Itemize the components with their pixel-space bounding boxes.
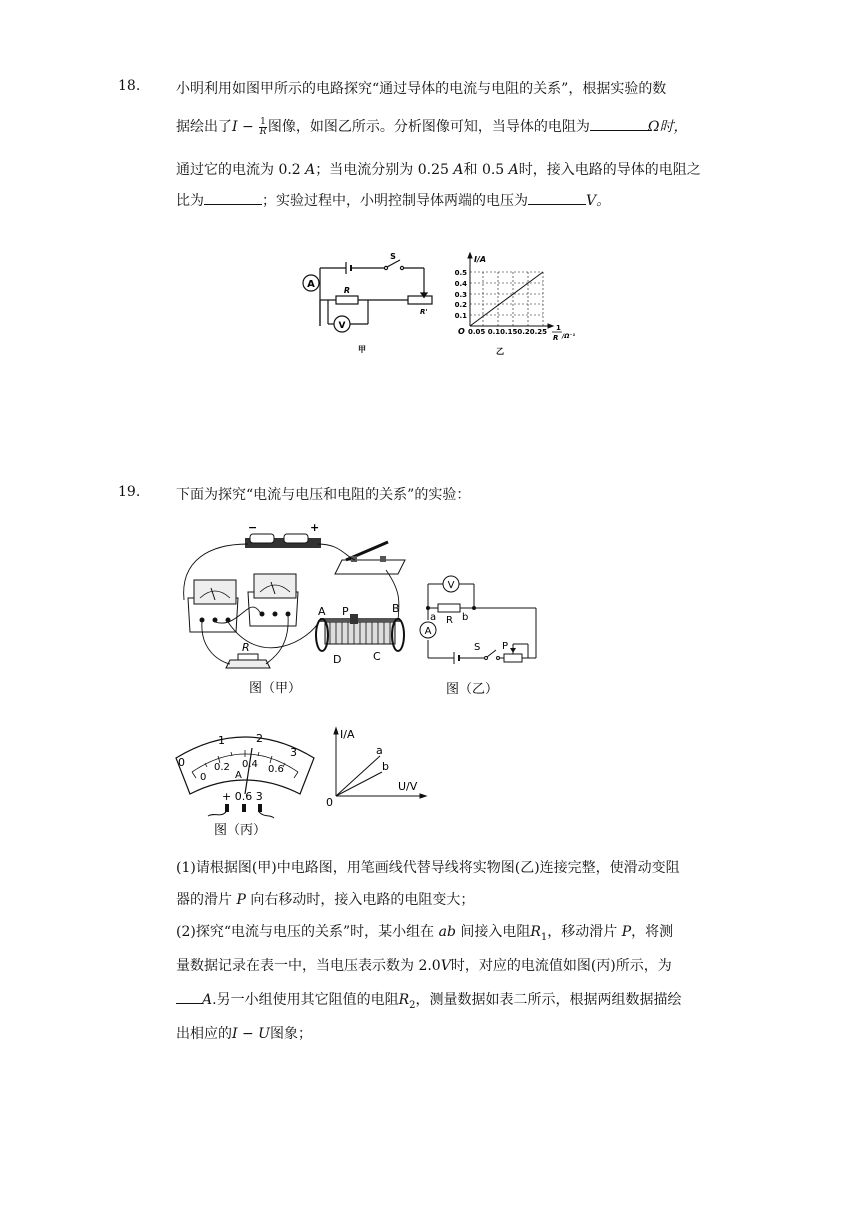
svg-text:0.3: 0.3 — [454, 291, 467, 299]
svg-text:0.5: 0.5 — [454, 269, 467, 277]
svg-text:0.05 0.10.150.20.25: 0.05 0.10.150.20.25 — [468, 328, 548, 336]
svg-text:A: A — [318, 605, 326, 618]
question-number: 19. — [118, 484, 141, 500]
figure-caption: 甲 — [358, 345, 366, 354]
resistor-device — [226, 641, 270, 668]
svg-text:a: a — [376, 744, 383, 757]
q19-part1-line-1: (1)请根据图(甲)中电路图，用笔画线代替导线将实物图(乙)连接完整，使滑动变阻 — [176, 860, 680, 876]
figure-caption: 乙 — [496, 347, 504, 356]
svg-text:P: P — [502, 641, 509, 652]
svg-text:R: R — [446, 615, 453, 626]
svg-text:V: V — [338, 321, 346, 331]
q19-line-1: 下面为探究“电流与电压和电阻的关系”的实验： — [176, 487, 471, 503]
q18-circuit-diagram — [298, 250, 438, 360]
q18-graph — [450, 250, 590, 362]
ammeter-device — [188, 580, 238, 632]
svg-text:0: 0 — [200, 772, 207, 783]
fraction-1-over-r: $\frac{1}{R}$ — [259, 116, 267, 137]
q19-apparatus-diagram — [170, 520, 420, 700]
question-number: 18. — [118, 78, 141, 94]
svg-text:0: 0 — [326, 796, 333, 809]
knife-switch — [335, 542, 405, 574]
svg-text:1: 1 — [556, 324, 561, 332]
svg-text:0.4: 0.4 — [242, 759, 258, 770]
svg-text:3: 3 — [290, 746, 297, 759]
svg-text:2: 2 — [256, 732, 263, 745]
svg-text:b: b — [382, 760, 389, 773]
svg-text:R: R — [553, 334, 559, 342]
q19-circuit-diagram — [414, 570, 544, 700]
q18-line-3: 通过它的电流为 0.2 A；当电流分别为 0.25 A和 0.5 A时，接入电路的导体的电阻之 — [176, 162, 701, 178]
svg-text:A: A — [424, 626, 432, 637]
svg-text:I/A: I/A — [340, 728, 355, 741]
q19-part2-line-3: A.另一小组使用其它阻值的电阻$R_2$，测量数据如表二所示，根据两组数据描绘 — [176, 989, 682, 1011]
svg-text:+: + — [310, 521, 320, 534]
sliding-rheostat — [316, 602, 404, 666]
svg-text:0.6: 0.6 — [268, 764, 284, 775]
graph-line — [470, 272, 543, 326]
svg-text:U/V: U/V — [398, 780, 418, 793]
q19-part2-line-4: 出相应的I − U图象； — [176, 1026, 312, 1042]
answer-blank-voltage[interactable] — [528, 192, 586, 205]
svg-text:V: V — [447, 580, 455, 591]
svg-text:+ 0.6 3: + 0.6 3 — [222, 790, 263, 803]
svg-text:0.2: 0.2 — [214, 762, 230, 773]
q19-part2-line-2: 量数据记录在表一中，当电压表示数为 2.0V时，对应的电流值如图(丙)所示，为 — [176, 958, 672, 974]
answer-blank-current[interactable] — [176, 991, 202, 1004]
svg-text:R': R' — [420, 308, 428, 316]
q18-line-4: 比为 ；实验过程中，小明控制导体两端的电压为 V。 — [176, 193, 611, 209]
svg-text:S: S — [390, 252, 396, 261]
svg-text:R: R — [242, 641, 250, 654]
svg-text:D: D — [333, 653, 342, 666]
svg-text:A: A — [307, 279, 315, 290]
figure-caption: 图（甲） — [248, 681, 302, 696]
i-u-graph — [322, 722, 432, 812]
svg-text:S: S — [474, 642, 481, 653]
q19-part1-line-2: 器的滑片 P 向右移动时，接入电路的电阻变大； — [176, 892, 475, 908]
svg-text:b: b — [462, 612, 469, 623]
q18-line-1: 小明利用如图甲所示的电路探究“通过导体的电流与电阻的关系”，根据实验的数 — [176, 81, 667, 97]
answer-blank-ratio[interactable] — [204, 192, 262, 205]
battery-box — [245, 521, 321, 548]
svg-text:B: B — [392, 602, 400, 615]
svg-text:O: O — [458, 327, 465, 336]
svg-text:P: P — [342, 605, 349, 618]
svg-text:0: 0 — [178, 756, 185, 769]
voltmeter-device — [248, 574, 298, 626]
ammeter-dial — [170, 722, 320, 842]
answer-blank-resistance[interactable] — [590, 118, 648, 131]
svg-text:R: R — [343, 286, 351, 295]
svg-text:a: a — [430, 612, 437, 623]
svg-text:−: − — [248, 521, 258, 534]
svg-text:0.4: 0.4 — [454, 280, 467, 288]
svg-text:I/A: I/A — [474, 255, 487, 264]
svg-text:C: C — [373, 650, 381, 663]
svg-text:A: A — [235, 770, 242, 781]
q19-part2-line-1: (2)探究“电流与电压的关系”时，某小组在 ab 间接入电阻$R_1$，移动滑片 P，将测 — [176, 924, 674, 943]
svg-text:0.2: 0.2 — [454, 301, 467, 309]
svg-text:0.1: 0.1 — [454, 312, 467, 320]
figure-caption: 图（乙） — [445, 682, 499, 697]
figure-caption: 图（丙） — [213, 823, 267, 838]
svg-text:1: 1 — [218, 734, 225, 747]
svg-text:/Ω⁻¹: /Ω⁻¹ — [562, 333, 576, 340]
q18-line-2: 据绘出了I − $\frac{1}{R}$ 图像，如图乙所示。分析图像可知，当导体的电阻为 Ω时， — [176, 116, 688, 137]
